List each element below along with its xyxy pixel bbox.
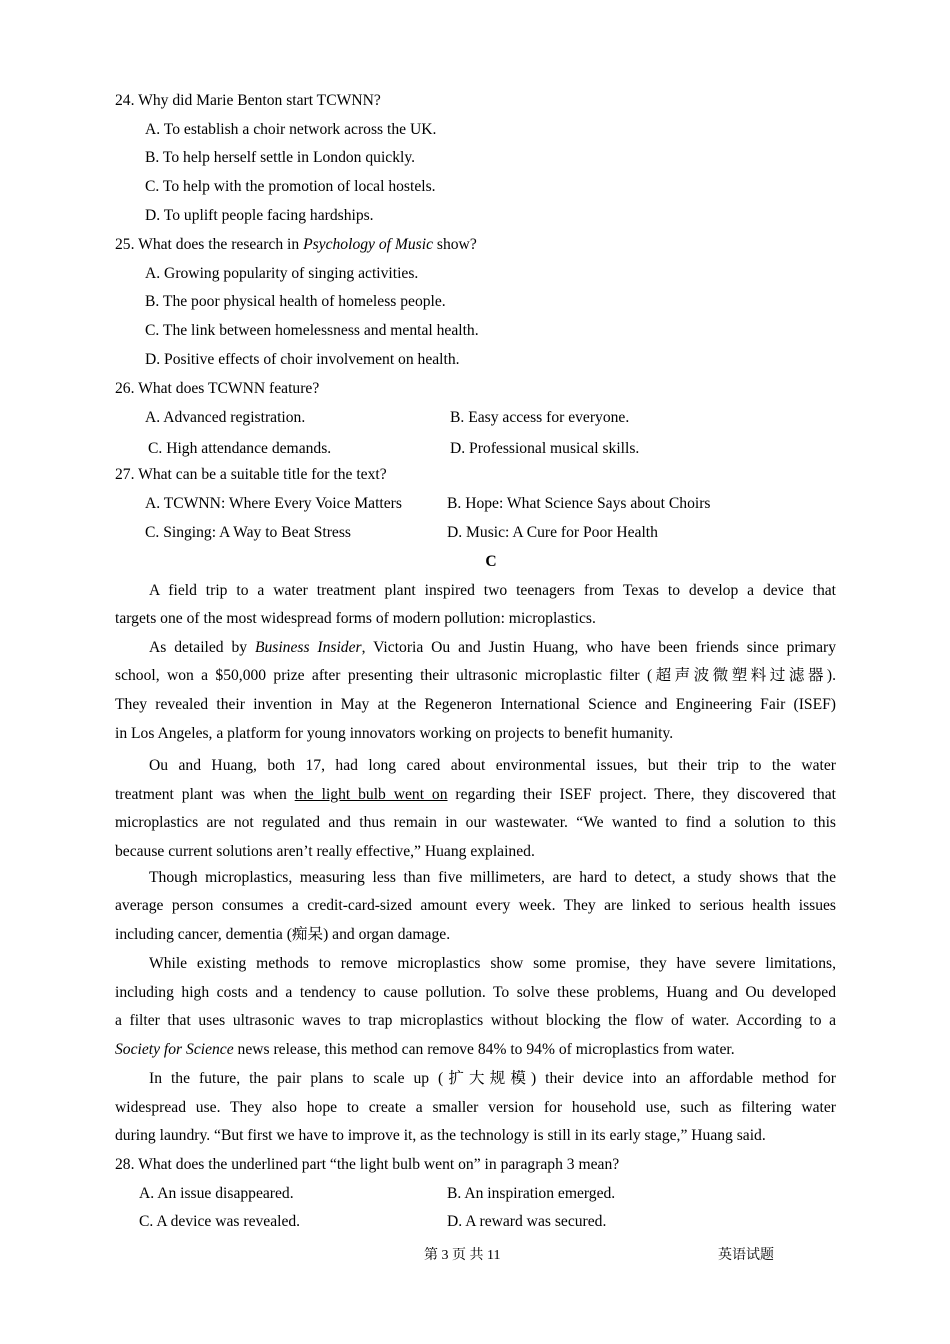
q28-option-d: D. A reward was secured. — [447, 1213, 607, 1230]
q25-stem: 25. What does the research in Psychology of Music show? — [115, 236, 477, 253]
q25-option-a: A. Growing popularity of singing activities. — [145, 265, 419, 282]
q26-option-a: A. Advanced registration. — [145, 409, 306, 426]
underlined-phrase: the light bulb went on — [294, 786, 448, 803]
q24-option-a: A. To establish a choir network across the UK. — [145, 121, 437, 138]
q25-option-c: C. The link between homelessness and mental health. — [145, 322, 479, 339]
q28-option-c: C. A device was revealed. — [139, 1213, 301, 1230]
passage-p3-line3: microplastics are not regulated and thus remain in our wastewater. “We wanted to find a solution to this — [115, 814, 836, 831]
q26-option-b: B. Easy access for everyone. — [450, 409, 630, 426]
passage-p3-line4: because current solutions aren’t really effective,” Huang explained. — [115, 843, 535, 860]
passage-p5-line3: a filter that uses ultrasonic waves to trap microplastics without blocking the flow of water. According to a — [115, 1012, 836, 1029]
passage-p2-line2: school, won a $50,000 prize after presenting their ultrasonic microplastic filter (超声波微塑料过滤器). — [115, 667, 836, 684]
q25-option-d: D. Positive effects of choir involvement on health. — [145, 351, 460, 368]
q28-stem: 28. What does the underlined part “the light bulb went on” in paragraph 3 mean? — [115, 1156, 620, 1173]
q26-option-d: D. Professional musical skills. — [450, 440, 640, 457]
passage-p4-line1: Though microplastics, measuring less than five millimeters, are hard to detect, a study shows that the — [149, 869, 836, 886]
q24-option-c: C. To help with the promotion of local hostels. — [145, 178, 436, 195]
q27-option-a: A. TCWNN: Where Every Voice Matters — [145, 495, 402, 512]
passage-p3-line2: treatment plant was when the light bulb went on regarding their ISEF project. There, they discovered that — [115, 786, 836, 803]
q24-option-d: D. To uplift people facing hardships. — [145, 207, 374, 224]
passage-p5-line4: Society for Science news release, this method can remove 84% to 94% of microplastics from water. — [115, 1041, 735, 1058]
q27-option-d: D. Music: A Cure for Poor Health — [447, 524, 658, 541]
passage-p3-line1: Ou and Huang, both 17, had long cared about environmental issues, but their trip to the water — [149, 757, 836, 774]
q27-option-c: C. Singing: A Way to Beat Stress — [145, 524, 351, 541]
passage-p2-line3: They revealed their invention in May at the Regeneron International Science and Engineering Fair (ISEF) — [115, 696, 836, 713]
q27-option-b: B. Hope: What Science Says about Choirs — [447, 495, 711, 512]
q28-option-a: A. An issue disappeared. — [139, 1185, 294, 1202]
passage-p2-line4: in Los Angeles, a platform for young innovators working on projects to benefit humanity. — [115, 725, 674, 742]
q24-stem: 24. Why did Marie Benton start TCWNN? — [115, 92, 381, 109]
q25-option-b: B. The poor physical health of homeless people. — [145, 293, 446, 310]
passage-p4-line2: average person consumes a credit-card-sized amount every week. They are linked to serious health issues — [115, 897, 836, 914]
passage-p6-line2: widespread use. They also hope to create a smaller version for household use, such as filtering water — [115, 1099, 836, 1116]
passage-p2-line1: As detailed by Business Insider, Victoria Ou and Justin Huang, who have been friends since primary — [149, 639, 837, 656]
passage-p5-line1: While existing methods to remove microplastics show some promise, they have severe limitations, — [149, 955, 836, 972]
section-heading: C — [485, 553, 497, 570]
q28-option-b: B. An inspiration emerged. — [447, 1185, 616, 1202]
passage-p4-line3: including cancer, dementia (痴呆) and organ damage. — [115, 926, 451, 943]
passage-p5-line2: including high costs and a tendency to cause pollution. To solve these problems, Huang and Ou developed — [115, 984, 836, 1001]
page-number: 第 3 页 共 11 — [424, 1248, 501, 1263]
q26-stem: 26. What does TCWNN feature? — [115, 380, 320, 397]
passage-p6-line1: In the future, the pair plans to scale up (扩大规模) their device into an affordable method for — [149, 1070, 836, 1087]
passage-p6-line3: during laundry. “But first we have to improve it, as the technology is still in its early stage,” Huang said. — [115, 1127, 766, 1144]
q27-stem: 27. What can be a suitable title for the text? — [115, 466, 387, 483]
q24-option-b: B. To help herself settle in London quickly. — [145, 149, 416, 166]
passage-p1-line1: A field trip to a water treatment plant inspired two teenagers from Texas to develop a device that — [149, 582, 836, 599]
subject-label: 英语试题 — [718, 1248, 774, 1263]
passage-p1-line2: targets one of the most widespread forms of modern pollution: microplastics. — [115, 610, 596, 627]
q26-option-c: C. High attendance demands. — [148, 440, 332, 457]
